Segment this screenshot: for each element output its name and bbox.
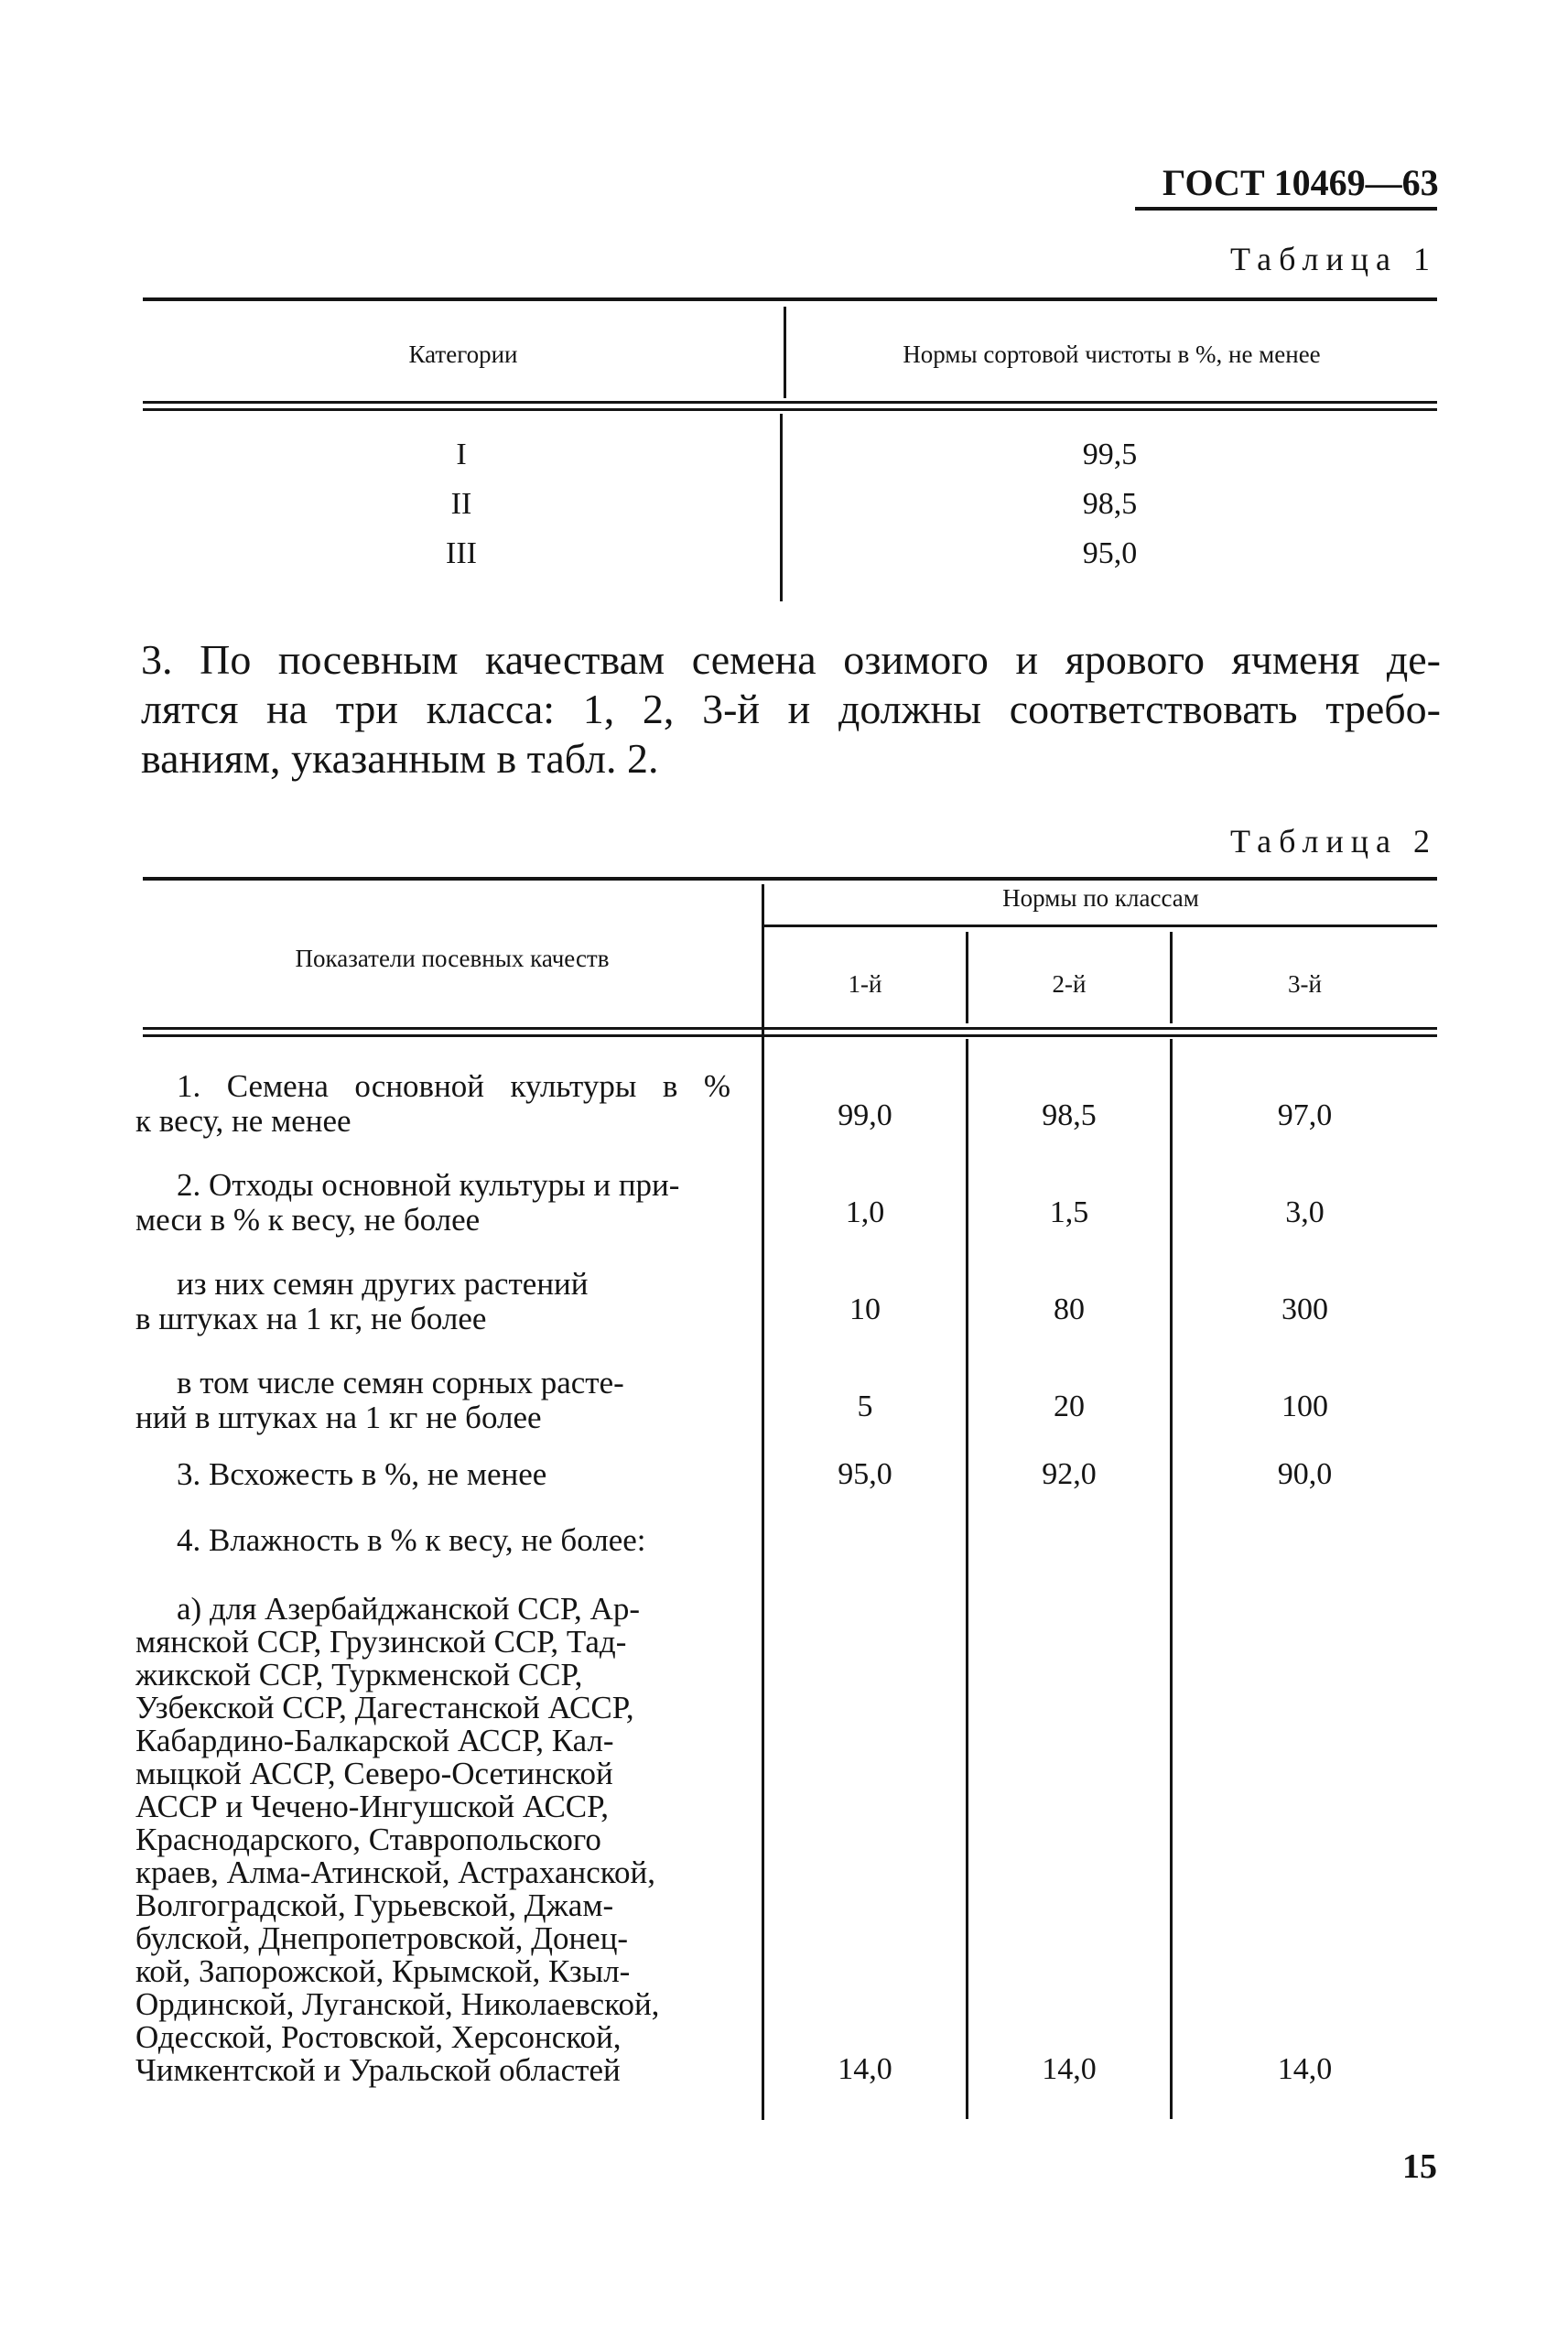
table2-caption: Таблица 2 <box>1230 823 1437 860</box>
table2-row-label: в том числе семян сорных расте- ний в штуках на 1 кг не более <box>135 1365 624 1435</box>
table2-row-value-class-1: 5 <box>857 1390 873 1423</box>
document-code: ГОСТ 10469—63 <box>1162 162 1439 203</box>
table2-row-value-class-3: 100 <box>1281 1390 1328 1423</box>
table2-row-value-class-2: 98,5 <box>1042 1098 1097 1132</box>
table2-row-value-class-2: 14,0 <box>1042 2052 1097 2086</box>
table2-group-rule <box>764 925 1437 927</box>
table2-header-rule-1 <box>143 1027 1437 1030</box>
table2-row-value-class-1: 95,0 <box>838 1457 892 1491</box>
table1-row-category: I <box>456 438 467 471</box>
table2-header-class-1: 1-й <box>848 970 882 998</box>
table2-row-value-class-1: 10 <box>849 1292 881 1326</box>
paragraph-3-line: лятся на три класса: 1, 2, 3-й и должны соответствовать требо- <box>141 686 1441 732</box>
table2-header-group: Нормы по классам <box>1002 884 1199 912</box>
table2-row-label: 4. Влажность в % к весу, не более: <box>177 1522 646 1558</box>
table2-row-label: 2. Отходы основной культуры и при- меси в % к весу, не более <box>135 1167 680 1238</box>
table2-row-label: 1. Семена основной культуры в % к весу, не менее <box>135 1068 730 1139</box>
header-underline <box>1135 207 1437 211</box>
table2-row-value-class-3: 3,0 <box>1285 1195 1325 1229</box>
table2-row-value-class-3: 90,0 <box>1277 1457 1333 1491</box>
table2-row-value-class-2: 20 <box>1054 1390 1085 1423</box>
paragraph-3 <box>141 635 1441 784</box>
table2-header-class-2: 2-й <box>1052 970 1087 998</box>
table1-top-rule <box>143 297 1437 301</box>
table1-row-norm: 98,5 <box>1082 487 1138 521</box>
paragraph-3-line: 3. По посевным качествам семена озимого и ярового ячменя де- <box>141 636 1441 683</box>
paragraph-3-line: ваниям, указанным в табл. 2. <box>141 735 659 782</box>
table2-row-value-class-2: 80 <box>1054 1292 1085 1326</box>
table2-indicator-divider <box>762 884 764 2120</box>
table2-row-value-class-1: 1,0 <box>845 1195 885 1229</box>
page-number: 15 <box>1402 2147 1437 2186</box>
table2-row-value-class-3: 14,0 <box>1277 2052 1333 2086</box>
table2-row-value-class-2: 1,5 <box>1049 1195 1089 1229</box>
table1-row-norm: 95,0 <box>1082 536 1138 570</box>
table1-header-norm: Нормы сортовой чистоты в %, не менее <box>903 341 1321 368</box>
table2-row-label: а) для Азербайджанской ССР, Ар- мянской ССР, Грузинской ССР, Тад- жикской ССР, Туркменской ССР, Узбекской ССР, Дагестанской АССР, Кабардино-Балкарской АССР, Кал- мыцкой АССР, Северо-Осетинской АССР и Чечено-Ингушской АССР, Краснодарского, Ставропольского краев, Алма-Атинской, Астраханской, Волгоградской, Гурьевской, Джам- булской, Днепропетровской, Донец- кой, Запорожской, Крымской, Кзыл- Ординской, Луганской, Николаевской, Одесской, Ростовской, Херсонской, Чимкентской и Уральской областей <box>135 1591 660 2088</box>
table1-row-norm: 99,5 <box>1082 438 1138 471</box>
table2-row-label: из них семян других растений в штуках на 1 кг, не более <box>135 1266 589 1336</box>
table2-row-value-class-3: 97,0 <box>1277 1098 1333 1132</box>
table2-header-rule-2 <box>143 1034 1437 1037</box>
table1-caption: Таблица 1 <box>1230 241 1437 277</box>
table2-row-value-class-2: 92,0 <box>1042 1457 1097 1491</box>
table2-row-value-class-1: 99,0 <box>838 1098 892 1132</box>
table2-row-value-class-1: 14,0 <box>838 2052 892 2086</box>
table1-header-rule-2 <box>143 408 1437 411</box>
table1-row-category: II <box>450 487 472 521</box>
table2-row-value-class-3: 300 <box>1281 1292 1328 1326</box>
table1-row-category: III <box>446 536 477 570</box>
table2-header-class-3: 3-й <box>1288 970 1322 998</box>
table2-top-rule <box>143 877 1437 881</box>
table2-row-label: 3. Всхожесть в %, не менее <box>177 1456 547 1492</box>
table1-header-rule-1 <box>143 401 1437 404</box>
table2-header-indicator: Показатели посевных качеств <box>295 945 610 972</box>
table1-header-category: Категории <box>408 341 518 368</box>
